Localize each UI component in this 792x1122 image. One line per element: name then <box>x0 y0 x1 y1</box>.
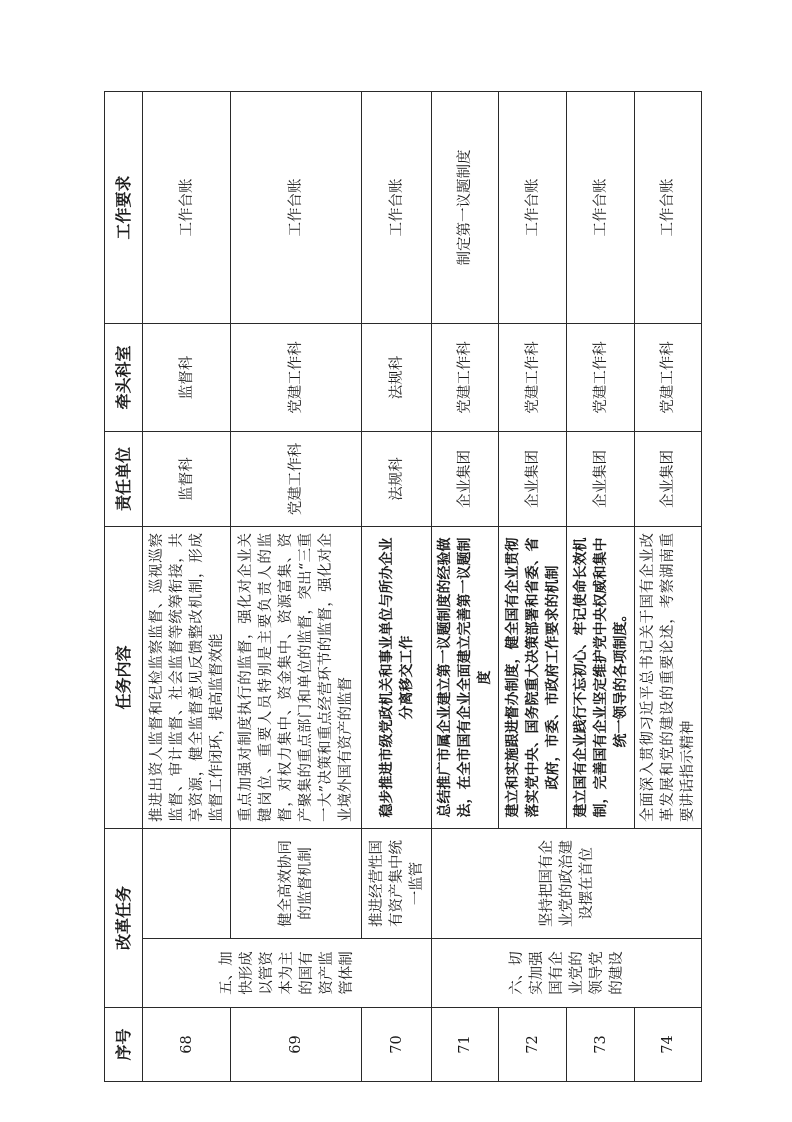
work-requirement: 制定第一议题制度 <box>432 91 499 323</box>
header-reform-task: 改革任务 <box>105 828 143 1007</box>
reform-category-5: 五、加快形成以管资本为主的国有资产监管体制 <box>143 939 432 1008</box>
lead-dept: 监督科 <box>143 323 231 431</box>
responsible-unit: 企业集团 <box>499 431 567 526</box>
lead-dept: 法规科 <box>362 323 432 431</box>
header-row <box>105 91 143 1081</box>
task-content: 总结推广市属企业建立第一议题制度的经验做法，在全市国有企业全面建立完善第一议题制度 <box>432 526 499 828</box>
lead-dept: 党建工作科 <box>567 323 635 431</box>
lead-dept: 党建工作科 <box>499 323 567 431</box>
row-number: 68 <box>143 1008 231 1082</box>
rotated-table-container <box>104 92 696 1082</box>
reform-task-table <box>104 91 702 1082</box>
work-requirement: 工作台账 <box>567 91 635 323</box>
lead-dept: 党建工作科 <box>432 323 499 431</box>
responsible-unit: 企业集团 <box>635 431 702 526</box>
task-content: 稳步推进市级党政机关和事业单位与所办企业分离移交工作 <box>362 526 432 828</box>
header-requirement: 工作要求 <box>105 91 143 323</box>
work-requirement: 工作台账 <box>143 91 231 323</box>
responsible-unit: 党建工作科 <box>231 431 362 526</box>
row-number: 74 <box>635 1008 702 1082</box>
work-requirement: 工作台账 <box>231 91 362 323</box>
reform-subtask: 健全高效协同的监督机制 <box>231 828 362 938</box>
row-number: 70 <box>362 1008 432 1082</box>
task-content: 建立和实施跟进督办制度，健全国有企业贯彻落实党中央、国务院重大决策部署和省委、省政府，市委、市政府工作要求的机制 <box>499 526 567 828</box>
reform-category-6: 六、切实加强国有企业党的领导党的建设 <box>432 939 702 1008</box>
responsible-unit: 法规科 <box>362 431 432 526</box>
row-number: 72 <box>499 1008 567 1082</box>
reform-subtask: 推进经营性国有资产集中统一监管 <box>362 828 432 938</box>
work-requirement: 工作台账 <box>499 91 567 323</box>
header-responsible-unit: 责任单位 <box>105 431 143 526</box>
header-lead-dept: 牵头科室 <box>105 323 143 431</box>
responsible-unit: 监督科 <box>143 431 231 526</box>
lead-dept: 党建工作科 <box>635 323 702 431</box>
reform-subtask-empty <box>143 828 231 938</box>
table-row <box>432 91 499 1081</box>
row-number: 71 <box>432 1008 499 1082</box>
task-content: 推进出资人监督和纪检监察监督、巡视巡察监督、审计监督、社会监督等统筹衔接，共享资源，健全监督意见反馈整改机制，形成监督工作闭环，提高监督效能 <box>143 526 231 828</box>
task-content: 建立国有企业践行不忘初心、牢记使命长效机制，完善国有企业坚定维护党中央权威和集中统一领导的各项制度。 <box>567 526 635 828</box>
table-row <box>143 91 231 1081</box>
reform-subtask: 坚持把国有企业党的政治建设摆在首位 <box>432 828 702 938</box>
task-content: 全面深入贯彻习近平总书记关于国有企业改革发展和党的建设的重要论述，考察湖南重要讲话指示精神 <box>635 526 702 828</box>
table-row <box>231 91 362 1081</box>
task-content: 重点加强对制度执行的监督，强化对企业关键岗位、重要人员特别是主要负责人的监督，对权力集中、资金集中、资源富集、资产聚集的重点部门和单位的监督，突出“三重一大”决策和重点经营环节的监督，强化对企业境外国有资产的监督 <box>231 526 362 828</box>
header-task-content: 任务内容 <box>105 526 143 828</box>
row-number: 69 <box>231 1008 362 1082</box>
work-requirement: 工作台账 <box>362 91 432 323</box>
responsible-unit: 企业集团 <box>432 431 499 526</box>
table-row <box>362 91 432 1081</box>
row-number: 73 <box>567 1008 635 1082</box>
header-seq: 序号 <box>105 1008 143 1082</box>
responsible-unit: 企业集团 <box>567 431 635 526</box>
work-requirement: 工作台账 <box>635 91 702 323</box>
lead-dept: 党建工作科 <box>231 323 362 431</box>
